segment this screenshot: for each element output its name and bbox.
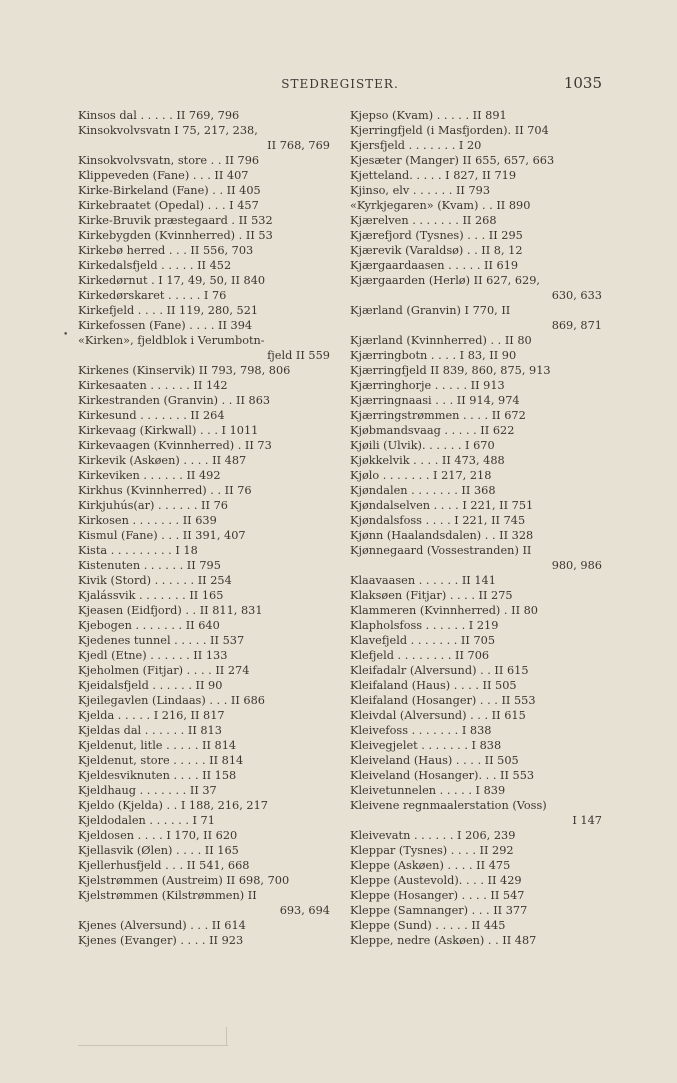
index-entry: Kjærringfjeld II 839, 860, 875, 913 xyxy=(350,364,551,377)
index-entry: Kjesæter (Manger) II 655, 657, 663 xyxy=(350,154,555,167)
index-entry-continuation: fjeld II 559 xyxy=(267,349,330,362)
index-entry: Kleppe, nedre (Askøen) . . II 487 xyxy=(350,934,537,947)
index-entry: Kleivegjelet . . . . . . . I 838 xyxy=(350,739,502,752)
index-entry: Kjeldesviknuten . . . . II 158 xyxy=(78,769,237,782)
index-entry: Kjærgaarden (Herlø) II 627, 629, xyxy=(350,274,541,287)
running-title: STEDREGISTER. xyxy=(281,77,399,91)
index-entry: Kirkenes (Kinservik) II 793, 798, 806 xyxy=(78,364,291,377)
index-entry-continuation: 630, 633 xyxy=(551,289,602,302)
index-entry: Kleiveland (Haus) . . . . II 505 xyxy=(350,754,519,767)
index-entry: Kjærland (Kvinnherred) . . II 80 xyxy=(350,334,532,347)
index-entry: «Kyrkjegaren» (Kvam) . . II 890 xyxy=(350,199,531,212)
index-entry: Kirkeviken . . . . . . II 492 xyxy=(78,469,221,482)
index-entry: Kjærgaardaasen . . . . . II 619 xyxy=(350,259,519,272)
index-entry: Kirkebygden (Kvinnherred) . II 53 xyxy=(78,229,273,242)
footer-rule xyxy=(78,1045,228,1046)
index-entry: Kirkedørnut . I 17, 49, 50, II 840 xyxy=(78,274,266,287)
index-entry: Kjedl (Etne) . . . . . . II 133 xyxy=(78,649,228,662)
index-entry: Kjærringstrømmen . . . . II 672 xyxy=(350,409,526,422)
index-entry: Kleivevatn . . . . . . I 206, 239 xyxy=(350,829,516,842)
index-entry: Kjedenes tunnel . . . . . II 537 xyxy=(78,634,245,647)
index-entry: Kirkefjeld . . . . II 119, 280, 521 xyxy=(78,304,259,317)
index-entry: Kleivdal (Alversund) . . . II 615 xyxy=(350,709,526,722)
index-entry: Kjeldas dal . . . . . . II 813 xyxy=(78,724,222,737)
index-entry: Kirke-Birkeland (Fane) . . II 405 xyxy=(78,184,261,197)
index-entry: Kirkebø herred . . . II 556, 703 xyxy=(78,244,254,257)
index-entry: Kjøkkelvik . . . . II 473, 488 xyxy=(350,454,505,467)
index-entry: Kjelstrømmen (Kilstrømmen) II xyxy=(78,889,257,902)
index-entry: Kjærland (Granvin) I 770, II xyxy=(350,304,511,317)
index-entry: Kirkedørskaret . . . . . I 76 xyxy=(78,289,227,302)
index-entry: Klapholsfoss . . . . . . I 219 xyxy=(350,619,499,632)
index-entry: Kjelda . . . . . I 216, II 817 xyxy=(78,709,225,722)
index-entry: Kjølo . . . . . . . I 217, 218 xyxy=(350,469,492,482)
index-entry: Kjinso, elv . . . . . . II 793 xyxy=(350,184,491,197)
index-entry: Kjerringfjeld (i Masfjorden). II 704 xyxy=(350,124,549,137)
index-entry: Klefjeld . . . . . . . . II 706 xyxy=(350,649,490,662)
index-entry: Kjalássvik . . . . . . . II 165 xyxy=(78,589,224,602)
index-entry: Kjøndalselven . . . . I 221, II 751 xyxy=(350,499,534,512)
index-entry: Kjeholmen (Fitjar) . . . . II 274 xyxy=(78,664,250,677)
index-entry: Kjærefjord (Tysnes) . . . II 295 xyxy=(350,229,523,242)
index-entry-continuation: II 768, 769 xyxy=(267,139,330,152)
index-entry: Kirkedalsfjeld . . . . . II 452 xyxy=(78,259,232,272)
index-entry: Kjøili (Ulvik). . . . . . I 670 xyxy=(350,439,495,452)
index-entry: Klaksøen (Fitjar) . . . . II 275 xyxy=(350,589,513,602)
index-entry: Kista . . . . . . . . . I 18 xyxy=(78,544,198,557)
index-column-left xyxy=(78,108,330,948)
index-entry: Kjeldenut, store . . . . . II 814 xyxy=(78,754,244,767)
index-entry-continuation: 869, 871 xyxy=(551,319,602,332)
index-entry: Kirkhus (Kvinnherred) . . II 76 xyxy=(78,484,252,497)
index-entry: Kjellerhusfjeld . . . II 541, 668 xyxy=(78,859,250,872)
index-entry: Kleifaland (Hosanger) . . . II 553 xyxy=(350,694,536,707)
index-entry: Kleifaland (Haus) . . . . II 505 xyxy=(350,679,517,692)
index-entry: Kjærelven . . . . . . . II 268 xyxy=(350,214,497,227)
index-entry: Kjenes (Alversund) . . . II 614 xyxy=(78,919,246,932)
index-entry: Kjærringbotn . . . . I 83, II 90 xyxy=(350,349,517,362)
index-entry: Kirkesaaten . . . . . . II 142 xyxy=(78,379,228,392)
index-entry: Kjønn (Haalandsdalen) . . II 328 xyxy=(350,529,534,542)
index-entry: Kismul (Fane) . . . II 391, 407 xyxy=(78,529,246,542)
index-column-right xyxy=(350,108,602,948)
index-entry: Kjellasvik (Ølen) . . . . II 165 xyxy=(78,844,239,857)
index-entry: Kivik (Stord) . . . . . . II 254 xyxy=(78,574,232,587)
index-entry: Kinsokvolvsvatn, store . . II 796 xyxy=(78,154,260,167)
index-entry: Kjepso (Kvam) . . . . . II 891 xyxy=(350,109,507,122)
index-entry: Kjersfjeld . . . . . . . I 20 xyxy=(350,139,482,152)
index-entry: Kirkesund . . . . . . . II 264 xyxy=(78,409,225,422)
index-entry: Kinsos dal . . . . . II 769, 796 xyxy=(78,109,240,122)
index-entry: Klammeren (Kvinnherred) . II 80 xyxy=(350,604,538,617)
index-entry: Kjeldodalen . . . . . . I 71 xyxy=(78,814,215,827)
index-entry: Klaavaasen . . . . . . II 141 xyxy=(350,574,496,587)
index-entry: Kjøbmandsvaag . . . . . II 622 xyxy=(350,424,515,437)
index-entry: Kjeilegavlen (Lindaas) . . . II 686 xyxy=(78,694,265,707)
index-entry: Kjeldo (Kjelda) . . I 188, 216, 217 xyxy=(78,799,268,812)
index-entry: Kjærevik (Varaldsø) . . II 8, 12 xyxy=(350,244,523,257)
index-entry: Kjærringnaasi . . . II 914, 974 xyxy=(350,394,520,407)
index-entry: Kinsokvolvsvatn I 75, 217, 238, xyxy=(78,124,258,137)
index-entry: Kjeasen (Eidfjord) . . II 811, 831 xyxy=(78,604,263,617)
index-entry: Kleppe (Sund) . . . . . II 445 xyxy=(350,919,506,932)
index-entry-continuation: I 147 xyxy=(572,814,602,827)
index-entry: Kjærringhorje . . . . . II 913 xyxy=(350,379,505,392)
index-entry: Kjenes (Evanger) . . . . II 923 xyxy=(78,934,244,947)
index-entry: Kleivefoss . . . . . . . I 838 xyxy=(350,724,492,737)
index-entry: Kleifadalr (Alversund) . . II 615 xyxy=(350,664,529,677)
index-entry: Kjelstrømmen (Austreim) II 698, 700 xyxy=(78,874,290,887)
index-entry-continuation: 980, 986 xyxy=(551,559,602,572)
index-entry: Kleivetunnelen . . . . . I 839 xyxy=(350,784,506,797)
index-entry: Kirkebraatet (Opedal) . . . I 457 xyxy=(78,199,259,212)
index-entry: Klippeveden (Fane) . . . II 407 xyxy=(78,169,249,182)
index-entry: Kirkjuhús(ar) . . . . . . II 76 xyxy=(78,499,228,512)
index-entry: Kirkestranden (Granvin) . . II 863 xyxy=(78,394,271,407)
index-entry: Kjøndalen . . . . . . . II 368 xyxy=(350,484,496,497)
index-entry: Kirkevaag (Kirkwall) . . . I 1011 xyxy=(78,424,259,437)
index-entry: Klavefjeld . . . . . . . II 705 xyxy=(350,634,496,647)
index-entry: Kirke-Bruvik præstegaard . II 532 xyxy=(78,214,273,227)
index-entry: Kirkosen . . . . . . . II 639 xyxy=(78,514,217,527)
index-entry: Kjebogen . . . . . . . II 640 xyxy=(78,619,220,632)
index-entry: Kleppe (Hosanger) . . . . II 547 xyxy=(350,889,525,902)
index-entry: Kleiveland (Hosanger). . . II 553 xyxy=(350,769,535,782)
index-entry: Kirkefossen (Fane) . . . . II 394 xyxy=(78,319,253,332)
index-entry: Kjøndalsfoss . . . . I 221, II 745 xyxy=(350,514,526,527)
index-entry: «Kirken», fjeldblok i Verumbotn- xyxy=(78,334,265,347)
margin-mark: • xyxy=(63,330,69,340)
index-entry: Kjetteland. . . . . I 827, II 719 xyxy=(350,169,517,182)
index-entry: Kjeldhaug . . . . . . . II 37 xyxy=(78,784,217,797)
index-entry: Kjønnegaard (Vossestranden) II xyxy=(350,544,532,557)
index-entry: Kleppe (Askøen) . . . . II 475 xyxy=(350,859,511,872)
index-entry: Kleivene regnmaalerstation (Voss) xyxy=(350,799,547,812)
index-entry: Kleppar (Tysnes) . . . . II 292 xyxy=(350,844,514,857)
index-entry-continuation: 693, 694 xyxy=(279,904,330,917)
index-entry: Kleppe (Samnanger) . . . II 377 xyxy=(350,904,528,917)
index-entry: Kjeidalsfjeld . . . . . . II 90 xyxy=(78,679,223,692)
index-entry: Kirkevik (Askøen) . . . . II 487 xyxy=(78,454,247,467)
page-header xyxy=(78,74,602,94)
index-entry: Kirkevaagen (Kvinnherred) . II 73 xyxy=(78,439,272,452)
index-entry: Kistenuten . . . . . . II 795 xyxy=(78,559,221,572)
index-entry: Kjeldenut, litle . . . . . II 814 xyxy=(78,739,237,752)
index-entry: Kleppe (Austevold). . . . II 429 xyxy=(350,874,522,887)
page-number: 1035 xyxy=(563,74,602,92)
index-entry: Kjeldosen . . . . I 170, II 620 xyxy=(78,829,238,842)
